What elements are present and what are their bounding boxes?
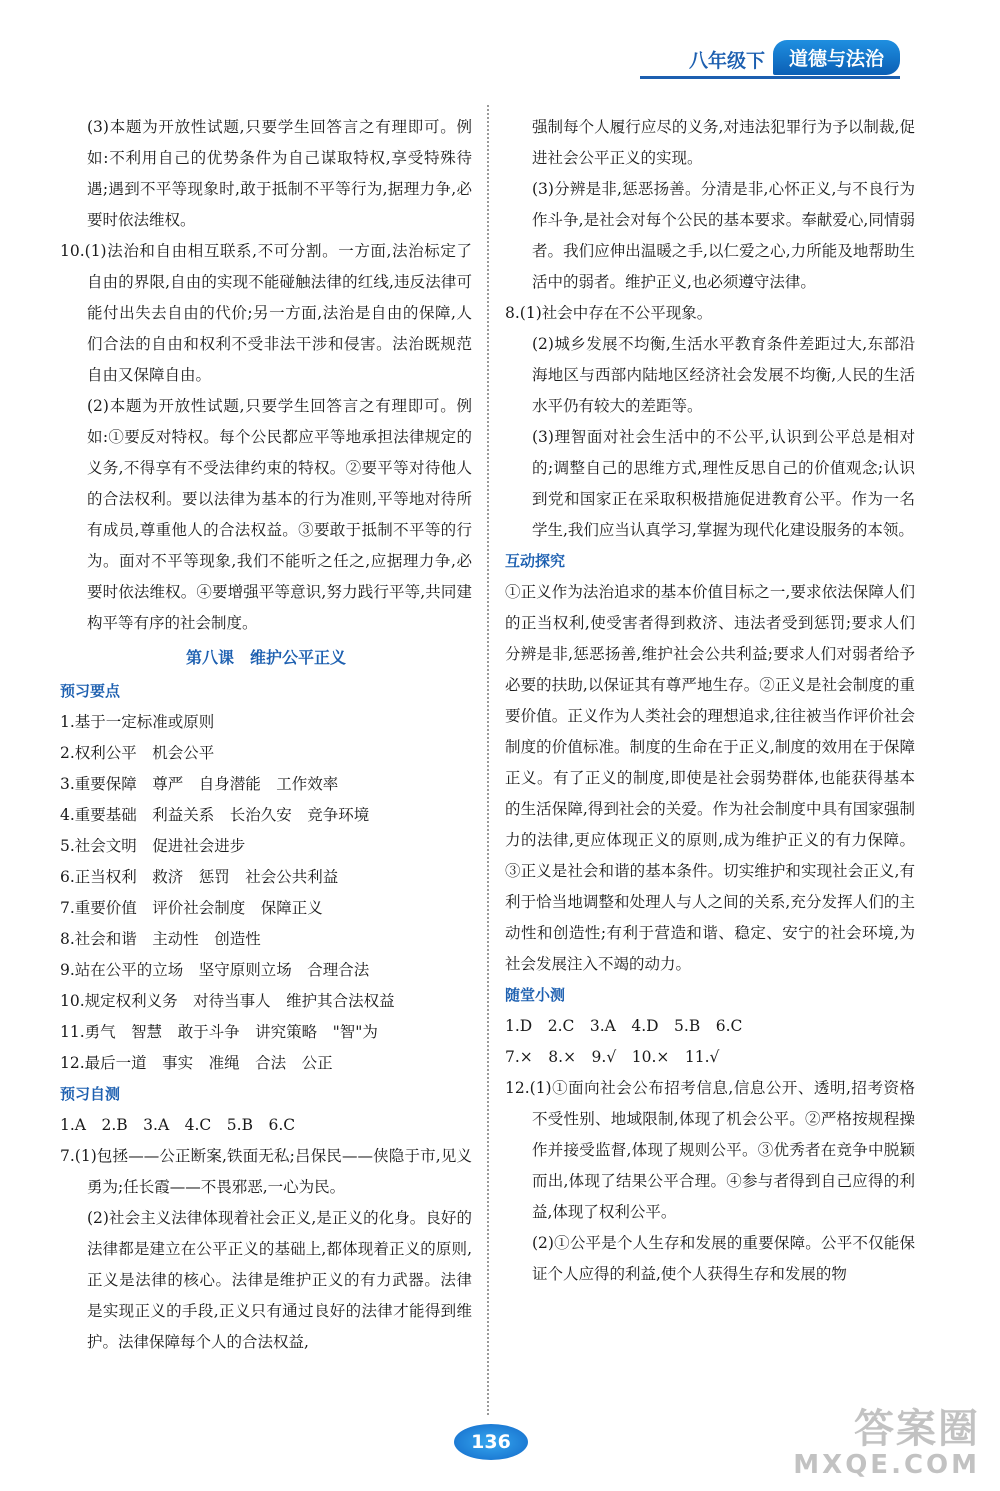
grade-label: 八年级下 bbox=[688, 50, 765, 72]
answer-paragraph: 6.正当权利 救济 惩罚 社会公共利益 bbox=[60, 868, 339, 886]
answer-paragraph: (3)本题为开放性试题,只要学生回答言之有理即可。例如:不利用自己的优势条件为自己谋取特权,享受特殊待遇;遇到不平等现象时,敢于抵制不平等行为,据理力争,必要时依法维权。 bbox=[87, 118, 472, 229]
answer-paragraph: 7.(1)包拯——公正断案,铁面无私;吕保民——侠隐于市,见义勇为;任长霞——不畏邪恶,一心为民。 bbox=[60, 1147, 472, 1196]
page-header bbox=[689, 40, 900, 75]
answer-paragraph: (2)城乡发展不均衡,生活水平教育条件差距过大,东部沿海地区与西部内陆地区经济社会发展不均衡,人民的生活水平仍有较大的差距等。 bbox=[532, 335, 915, 415]
watermark-logo-text: 答案圈 bbox=[854, 1406, 980, 1452]
answer-paragraph: 1.A 2.B 3.A 4.C 5.B 6.C bbox=[60, 1116, 296, 1134]
header-rule bbox=[640, 76, 900, 79]
answer-paragraph: 12.最后一道 事实 准绳 合法 公正 bbox=[60, 1054, 333, 1072]
watermark-url: MXQE.COM bbox=[793, 1450, 980, 1480]
answer-paragraph: 8.社会和谐 主动性 创造性 bbox=[60, 930, 261, 948]
answer-paragraph: 7.重要价值 评价社会制度 保障正义 bbox=[60, 899, 323, 917]
answer-paragraph: 9.站在公平的立场 坚守原则立场 合理合法 bbox=[60, 961, 370, 979]
answer-paragraph: 11.勇气 智慧 敢于斗争 讲究策略 "智"为 bbox=[60, 1023, 378, 1041]
answer-paragraph: (2)①公平是个人生存和发展的重要保障。公平不仅能保证个人应得的利益,使个人获得生存和发展的物 bbox=[532, 1234, 915, 1283]
answer-paragraph: 4.重要基础 利益关系 长治久安 竞争环境 bbox=[60, 806, 370, 824]
section-heading: 预习要点 bbox=[60, 682, 121, 700]
section-heading: 预习自测 bbox=[60, 1085, 121, 1103]
answer-paragraph: 10.规定权利义务 对待当事人 维护其合法权益 bbox=[60, 992, 395, 1010]
subject-badge: 道德与法治 bbox=[773, 40, 900, 75]
site-watermark bbox=[793, 1407, 980, 1479]
answer-paragraph: 8.(1)社会中存在不公平现象。 bbox=[505, 304, 713, 322]
answer-paragraph: (2)社会主义法律体现着社会正义,是正义的化身。良好的法律都是建立在公平正义的基础上,都体现着正义的原则,正义是法律的核心。法律是维护正义的有力武器。法律是实现正义的手段,正义只有通过良好的法律才能得到维护。法律保障每个人的合法权益, bbox=[87, 1209, 472, 1351]
answer-paragraph: 5.社会文明 促进社会进步 bbox=[60, 837, 246, 855]
answer-paragraph: (3)分辨是非,惩恶扬善。分清是非,心怀正义,与不良行为作斗争,是社会对每个公民的基本要求。奉献爱心,同情弱者。我们应伸出温暖之手,以仁爱之心,力所能及地帮助生活中的弱者。维护正义,也必须遵守法律。 bbox=[532, 180, 915, 291]
answer-paragraph: 强制每个人履行应尽的义务,对违法犯罪行为予以制裁,促进社会公平正义的实现。 bbox=[532, 118, 915, 167]
answer-paragraph: 10.(1)法治和自由相互联系,不可分割。一方面,法治标定了自由的界限,自由的实现不能碰触法律的红线,违反法律可能付出失去自由的代价;另一方面,法治是自由的保障,人们合法的自由和权利不受非法干涉和侵害。法治既规范自由又保障自由。 bbox=[60, 242, 472, 384]
answer-paragraph: (3)理智面对社会生活中的不公平,认识到公平总是相对的;调整自己的思维方式,理性反思自己的价值观念;认识到党和国家正在采取积极措施促进教育公平。作为一名学生,我们应当认真学习,掌握为现代化建设服务的本领。 bbox=[532, 428, 915, 539]
answer-paragraph: 1.D 2.C 3.A 4.D 5.B 6.C bbox=[505, 1017, 743, 1035]
answer-paragraph: 1.基于一定标准或原则 bbox=[60, 713, 215, 731]
answer-paragraph: ①正义作为法治追求的基本价值目标之一,要求依法保障人们的正当权利,使受害者得到救济、违法者受到惩罚;要求人们分辨是非,惩恶扬善,维护社会公共利益;要求人们对弱者给予必要的扶助,以保证其有尊严地生存。②正义是社会制度的重要价值。正义作为人类社会的理想追求,往往被当作评价社会制度的价值标准。制度的生命在于正义,制度的效用在于保障正义。有了正义的制度,即使是社会弱势群体,也能获得基本的生活保障,得到社会的关爱。作为社会制度中具有国家强制力的法律,更应体现正义的原则,成为维护正义的有力保障。③正义是社会和谐的基本条件。切实维护和实现社会正义,有利于恰当地调整和处理人与人之间的关系,充分发挥人们的主动性和创造性;有利于营造和谐、稳定、安宁的社会环境,为社会发展注入不竭的动力。 bbox=[505, 583, 915, 973]
lesson-title: 第八课 维护公平正义 bbox=[185, 648, 346, 667]
answer-paragraph: 7.× 8.× 9.√ 10.× 11.√ bbox=[505, 1048, 720, 1066]
answer-paragraph: (2)本题为开放性试题,只要学生回答言之有理即可。例如:①要反对特权。每个公民都应平等地承担法律规定的义务,不得享有不受法律约束的特权。②要平等对待他人的合法权利。要以法律为基本的行为准则,平等地对待所有成员,尊重他人的合法权益。③要敢于抵制不平等的行为。面对不平等现象,我们不能听之任之,应据理力争,必要时依法维权。④要增强平等意识,努力践行平等,共同建构平等有序的社会制度。 bbox=[87, 397, 472, 632]
page-number: 136 bbox=[454, 1424, 528, 1460]
answer-paragraph: 12.(1)①面向社会公布招考信息,信息公开、透明,招考资格不受性别、地域限制,体现了机会公平。②严格按规程操作并接受监督,体现了规则公平。③优秀者在竞争中脱颖而出,体现了结果公平合理。④参与者得到自己应得的利益,体现了权利公平。 bbox=[505, 1079, 915, 1221]
section-heading: 随堂小测 bbox=[505, 986, 566, 1004]
column-divider bbox=[487, 105, 489, 1415]
section-heading: 互动探究 bbox=[505, 552, 566, 570]
answer-paragraph: 2.权利公平 机会公平 bbox=[60, 744, 215, 762]
answer-paragraph: 3.重要保障 尊严 自身潜能 工作效率 bbox=[60, 775, 339, 793]
left-column bbox=[60, 112, 472, 1358]
right-column bbox=[505, 112, 915, 1290]
